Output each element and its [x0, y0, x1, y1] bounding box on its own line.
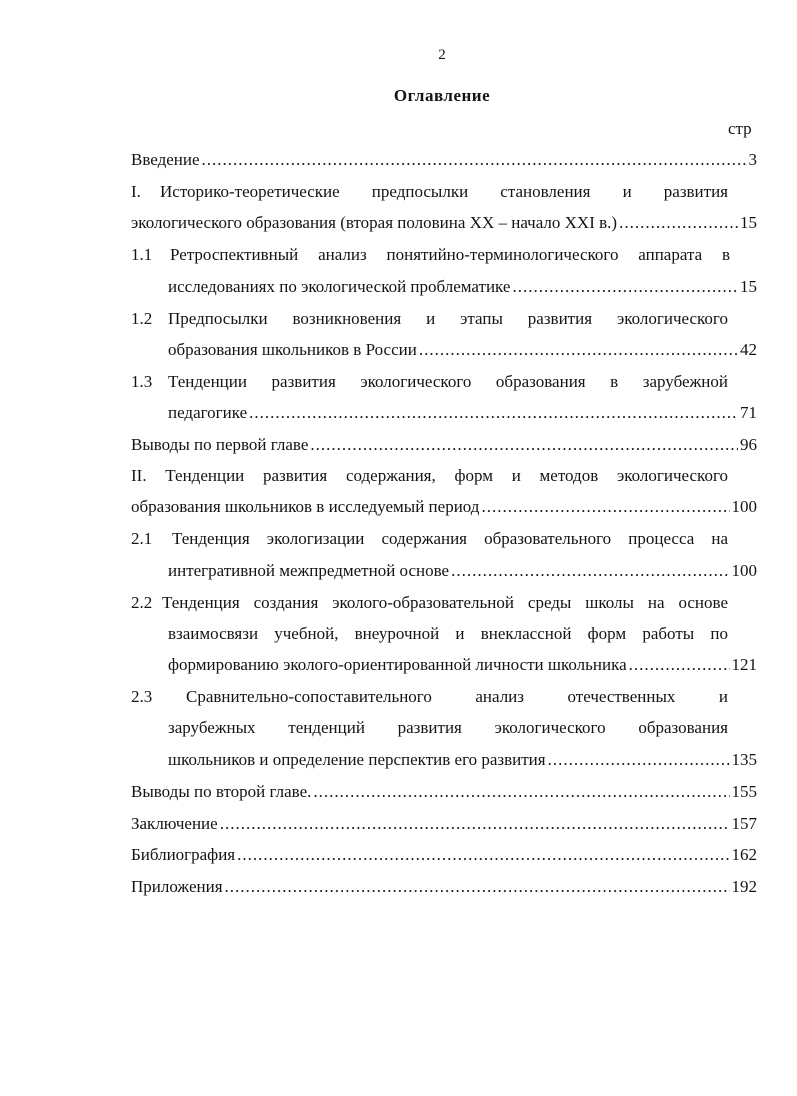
toc-entry-conclusion: [131, 814, 757, 834]
toc-line: Сравнительно-сопоставительного анализ отечественных и: [186, 687, 728, 706]
toc-line: Тенденция создания эколого-образовательной среды школы на основе: [162, 593, 728, 612]
leader-dots: [619, 213, 738, 233]
leader-dots: [419, 340, 738, 360]
page-number: 2: [438, 47, 446, 63]
toc-entry-appendices: [131, 877, 757, 897]
toc-entry-page: 121: [731, 655, 757, 674]
chapter-numeral: I.: [131, 182, 141, 201]
toc-entry-page: 15: [740, 213, 757, 232]
leader-dots: [310, 435, 738, 455]
leader-dots: [237, 845, 729, 865]
toc-line-with-page: [168, 277, 757, 297]
toc-entry-page: 100: [731, 561, 757, 580]
leader-dots: [481, 497, 729, 517]
section-number: 2.2: [131, 593, 153, 612]
toc-entry-text: экологического образования (вторая половина XX – начало XXI в.): [131, 213, 618, 232]
leader-dots: [249, 403, 738, 423]
leader-dots: [313, 782, 729, 802]
toc-line: зарубежных тенденций развития экологического образования: [168, 718, 728, 737]
toc-line: Тенденция экологизации содержания образовательного процесса на: [172, 529, 728, 548]
toc-entry-text: интегративной межпредметной основе: [168, 561, 450, 580]
section-number: 1.2: [131, 309, 153, 328]
leader-dots: [629, 655, 730, 675]
toc-entry-bibliography: [131, 845, 757, 865]
toc-entry-text: педагогике: [168, 403, 248, 422]
toc-entry-conclusions-ch1: [131, 435, 757, 455]
toc-line: взаимосвязи учебной, внеурочной и внеклассной форм работы по: [168, 624, 728, 643]
leader-dots: [225, 877, 730, 897]
toc-entry-page: 157: [731, 814, 757, 833]
toc-entry-text: Заключение: [131, 814, 218, 833]
toc-line-with-page: [131, 497, 757, 517]
toc-entry-text: образования школьников в России: [168, 340, 417, 359]
toc-line-with-page: [168, 403, 757, 423]
leader-dots: [220, 814, 730, 834]
toc-line: Историко-теоретические предпосылки становления и развития: [160, 182, 728, 201]
toc-entry-text: Выводы по второй главе.: [131, 782, 312, 801]
page-title: Оглавление: [393, 86, 491, 105]
leader-dots: [512, 277, 738, 297]
section-number: 2.1: [131, 529, 153, 548]
section-number: 1.3: [131, 372, 153, 391]
leader-dots: [451, 561, 729, 581]
section-number: 1.1: [131, 245, 153, 264]
leader-dots: [548, 750, 730, 770]
toc-line-with-page: [168, 561, 757, 581]
toc-entry-text: Введение: [131, 150, 200, 169]
toc-line: Ретроспективный анализ понятийно-терминологического аппарата в: [170, 245, 730, 264]
toc-line-with-page: [131, 213, 757, 233]
toc-entry-page: 3: [748, 150, 757, 169]
toc-entry-page: 192: [731, 877, 757, 896]
leader-dots: [202, 150, 747, 170]
toc-line: II. Тенденции развития содержания, форм и методов экологического: [131, 466, 728, 485]
toc-entry-page: 100: [731, 497, 757, 516]
toc-line-with-page: [168, 655, 757, 675]
toc-entry-page: 42: [740, 340, 757, 359]
toc-entry-conclusions-ch2: [131, 782, 757, 802]
toc-entry-text: Выводы по первой главе: [131, 435, 309, 454]
toc-entry-intro: [131, 150, 757, 170]
toc-entry-page: 162: [731, 845, 757, 864]
toc-line: Тенденции развития экологического образования в зарубежной: [168, 372, 728, 391]
toc-line: Предпосылки возникновения и этапы развития экологического: [168, 309, 728, 328]
toc-entry-text: Библиография: [131, 845, 236, 864]
toc-entry-page: 71: [740, 403, 757, 422]
toc-entry-page: 96: [740, 435, 757, 454]
toc-entry-page: 155: [731, 782, 757, 801]
toc-line-with-page: [168, 340, 757, 360]
toc-entry-text: школьников и определение перспектив его развития: [168, 750, 546, 769]
toc-entry-text: формированию эколого-ориентированной личности школьника: [168, 655, 627, 674]
toc-line-with-page: [168, 750, 757, 770]
toc-entry-text: Приложения: [131, 877, 223, 896]
toc-entry-page: 135: [731, 750, 757, 769]
toc-entry-page: 15: [740, 277, 757, 296]
page-column-label: стр: [728, 119, 752, 138]
toc-entry-text: образования школьников в исследуемый период: [131, 497, 480, 516]
section-number: 2.3: [131, 687, 153, 706]
toc-entry-text: исследованиях по экологической проблематике: [168, 277, 511, 296]
